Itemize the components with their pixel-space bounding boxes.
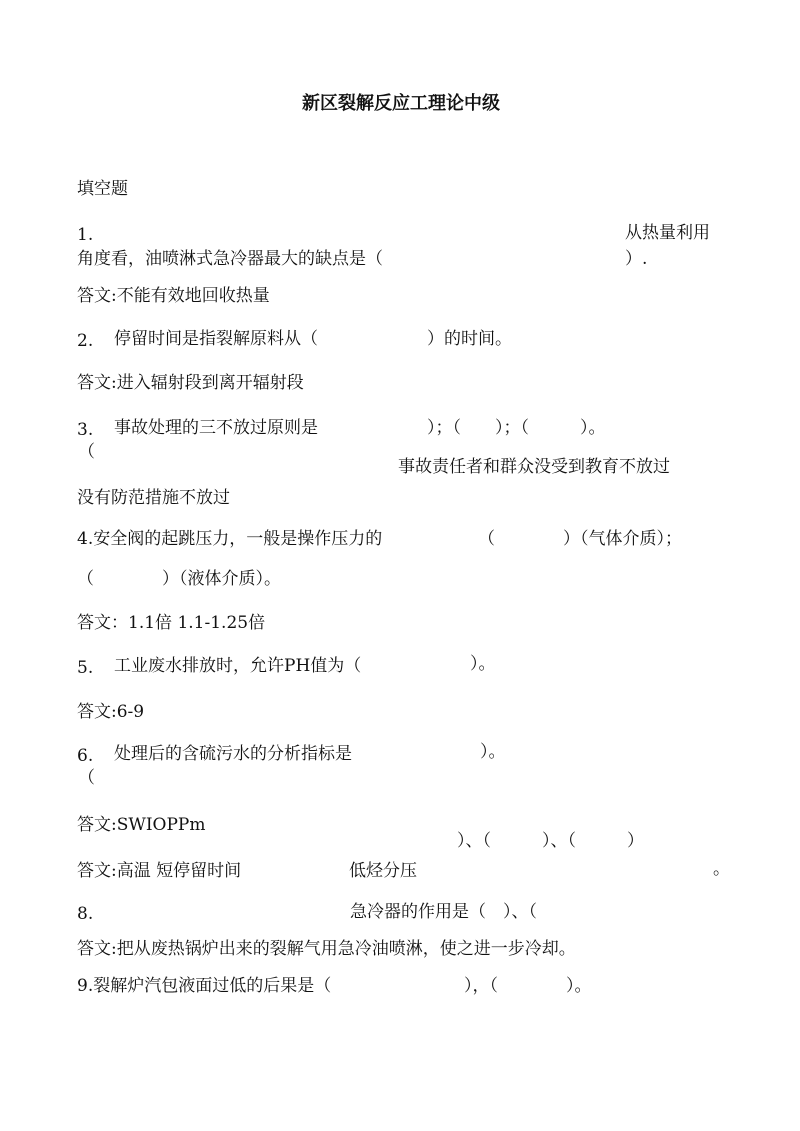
q3-answer-fragment: 事故责任者和群众没受到教育不放过 — [398, 457, 670, 477]
q7-blanks: ）、（ ）、（ ） — [457, 831, 644, 851]
q3-number: 3. — [77, 420, 94, 440]
q6-number: 6. — [77, 746, 94, 766]
q1-number: 1. — [77, 225, 94, 245]
document-title: 新区裂解反应工理论中级 — [302, 93, 500, 114]
q2-number: 2. — [77, 331, 94, 351]
section-heading: 填空题 — [77, 179, 128, 199]
q6-open-paren: （ — [78, 768, 95, 788]
q9-close: ），（ ）。 — [464, 976, 592, 996]
q3-text: 事故处理的三不放过原则是 — [114, 418, 318, 438]
q2-text: 停留时间是指裂解原料从（ — [114, 329, 318, 349]
q6-answer: 答文:SWIOPPm — [77, 815, 206, 835]
q2-answer: 答文:进入辐射段到离开辐射段 — [77, 373, 304, 393]
q7-answer-b: 低烃分压 — [349, 861, 417, 881]
q9-text: 9.裂解炉汽包液面过低的后果是（ — [77, 976, 332, 996]
q6-close: ）。 — [480, 742, 506, 762]
q8-number: 8. — [77, 904, 94, 924]
q1-answer: 答文:不能有效地回收热量 — [77, 286, 270, 306]
q4-text: 4.安全阀的起跳压力，一般是操作压力的 — [77, 529, 383, 549]
q5-close: ）。 — [470, 654, 496, 674]
q1-text-right: 从热量利用 — [625, 223, 710, 243]
q4-line2: （ ）（液体介质）。 — [77, 569, 281, 589]
q5-text: 工业废水排放时，允许PH值为（ — [114, 656, 362, 676]
q3-blanks: ）；（ ）；（ ）。 — [427, 418, 606, 438]
q1-close: ）. — [625, 249, 648, 269]
q7-answer-a: 答文:高温 短停留时间 — [77, 861, 242, 881]
q4-answer: 答文：1.1倍 1.1-1.25倍 — [77, 613, 266, 633]
q8-answer: 答文:把从废热锅炉出来的裂解气用急冷油喷淋，使之进一步冷却。 — [77, 939, 576, 959]
q5-answer: 答文:6-9 — [77, 702, 145, 722]
q3-answer-line: 没有防范措施不放过 — [77, 488, 230, 508]
q4-blank1: （ ）（气体介质）； — [478, 529, 682, 549]
q3-open-paren: （ — [78, 442, 95, 462]
q7-dot: 。 — [713, 859, 730, 879]
q2-close: ）的时间。 — [427, 329, 512, 349]
q6-text: 处理后的含硫污水的分析指标是 — [114, 744, 352, 764]
q1-text: 角度看，油喷淋式急冷器最大的缺点是（ — [77, 249, 383, 269]
q8-text: 急冷器的作用是（ ）、（ — [350, 902, 537, 922]
q5-number: 5. — [77, 658, 94, 678]
